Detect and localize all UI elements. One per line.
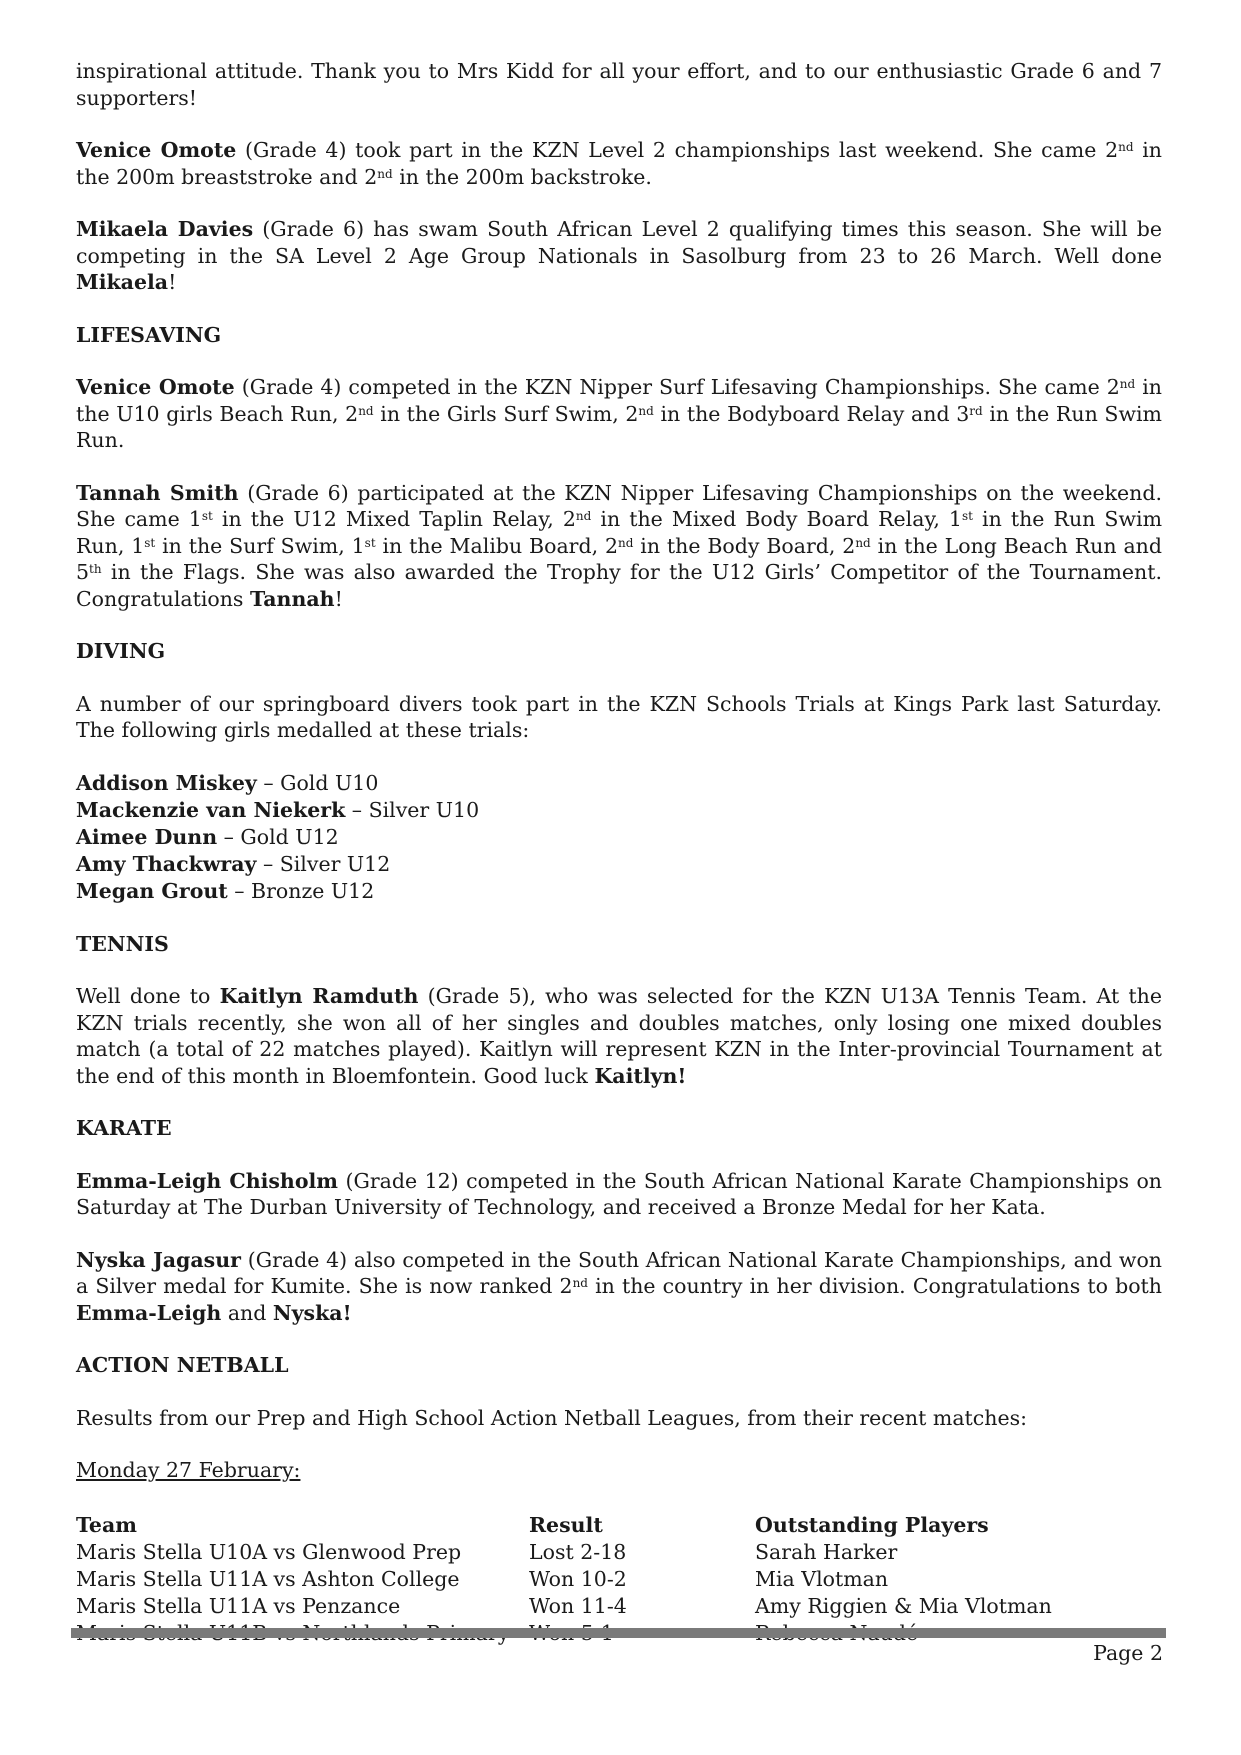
lifesaving-heading: LIFESAVING: [76, 322, 222, 347]
table-row: [76, 1566, 1162, 1593]
tannah-paragraph: Tannah Smith (Grade 6) participated at the KZN Nipper Lifesaving Championships on the weekend. She came 1st in the U12 Mixed Taplin Relay, 2nd in the Mixed Body Board Relay, 1st in the Run Swim Run, 1st in the Surf Swim, 1st in the Malibu Board, 2nd in the Body Board, 2nd in the Long Beach Run and 5th in the Flags. She was also awarded the Trophy for the U12 Girls’ Competitor of the Tournament. Congratulations Tannah!: [76, 480, 1163, 611]
list-item: Addison Miskey – Gold U10: [76, 770, 379, 795]
column-header-team: Team: [76, 1512, 137, 1537]
list-item: Aimee Dunn – Gold U12: [76, 824, 339, 849]
column-header-result: Result: [529, 1512, 603, 1537]
venice-lifesaving-paragraph: Venice Omote (Grade 4) competed in the KZN Nipper Surf Lifesaving Championships. She came 2nd in the U10 girls Beach Run, 2nd in the Girls Surf Swim, 2nd in the Bodyboard Relay and 3rd in the Run Swim Run.: [76, 375, 1162, 452]
cell-result: Lost 2-18: [529, 1539, 627, 1564]
cell-team: Maris Stella U10A vs Glenwood Prep: [76, 1539, 462, 1564]
document-body: [76, 58, 1162, 1647]
footer-rule: [71, 1628, 1166, 1638]
cell-players: Sarah Harker: [755, 1539, 898, 1564]
netball-intro: Results from our Prep and High School Action Netball Leagues, from their recent matches:: [76, 1405, 1028, 1430]
venice-swimming-paragraph: Venice Omote (Grade 4) took part in the KZN Level 2 championships last weekend. She came 2nd in the 200m breaststroke and 2nd in the 200m backstroke.: [76, 138, 1162, 189]
results-date: Monday 27 February:: [76, 1458, 301, 1482]
cell-team: Maris Stella U11A vs Ashton College: [76, 1566, 460, 1591]
table-row: [76, 1539, 1162, 1566]
table-row: [76, 1593, 1162, 1620]
cell-result: Won 11-4: [529, 1593, 627, 1618]
list-item: Mackenzie van Niekerk – Silver U10: [76, 797, 480, 822]
diving-intro: A number of our springboard divers took part in the KZN Schools Trials at Kings Park last Saturday. The following girls medalled at these trials:: [76, 691, 1162, 742]
cell-result: Won 10-2: [529, 1566, 627, 1591]
list-item: Amy Thackwray – Silver U12: [76, 851, 391, 876]
mikaela-paragraph: Mikaela Davies (Grade 6) has swam South African Level 2 qualifying times this season. She will be competing in the SA Level 2 Age Group Nationals in Sasolburg from 23 to 26 March. Well done Mikaela!: [76, 217, 1162, 294]
diving-heading: DIVING: [76, 639, 166, 663]
cell-players: Amy Riggien & Mia Vlotman: [755, 1593, 1052, 1618]
table-header-row: [76, 1512, 1162, 1539]
emma-leigh-paragraph: Emma-Leigh Chisholm (Grade 12) competed in the South African National Karate Championships on Saturday at The Durban University of Technology, and received a Bronze Medal for her Kata.: [76, 1168, 1162, 1219]
karate-heading: KARATE: [76, 1116, 172, 1140]
tennis-paragraph: Well done to Kaitlyn Ramduth (Grade 5), who was selected for the KZN U13A Tennis Team. At the KZN trials recently, she won all of her singles and doubles matches, only losing one mixed doubles match (a total of 22 matches played). Kaitlyn will represent KZN in the Inter-provincial Tournament at the end of this month in Bloemfontein. Good luck Kaitlyn!: [76, 984, 1162, 1088]
tennis-heading: TENNIS: [76, 931, 169, 956]
diving-medal-list: [76, 770, 1162, 905]
results-table: [76, 1512, 1162, 1647]
list-item: Megan Grout – Bronze U12: [76, 878, 375, 903]
netball-heading: ACTION NETBALL: [76, 1353, 289, 1377]
intro-paragraph: inspirational attitude. Thank you to Mrs Kidd for all your effort, and to our enthusiastic Grade 6 and 7 supporters!: [76, 59, 1162, 110]
cell-team: Maris Stella U11A vs Penzance: [76, 1593, 401, 1618]
page-number: Page 2: [1093, 1641, 1163, 1665]
cell-players: Mia Vlotman: [755, 1566, 889, 1591]
column-header-players: Outstanding Players: [755, 1512, 989, 1537]
nyska-paragraph: Nyska Jagasur (Grade 4) also competed in the South African National Karate Championships, and won a Silver medal for Kumite. She is now ranked 2nd in the country in her division. Congratulations to both Emma-Leigh and Nyska!: [76, 1247, 1162, 1325]
